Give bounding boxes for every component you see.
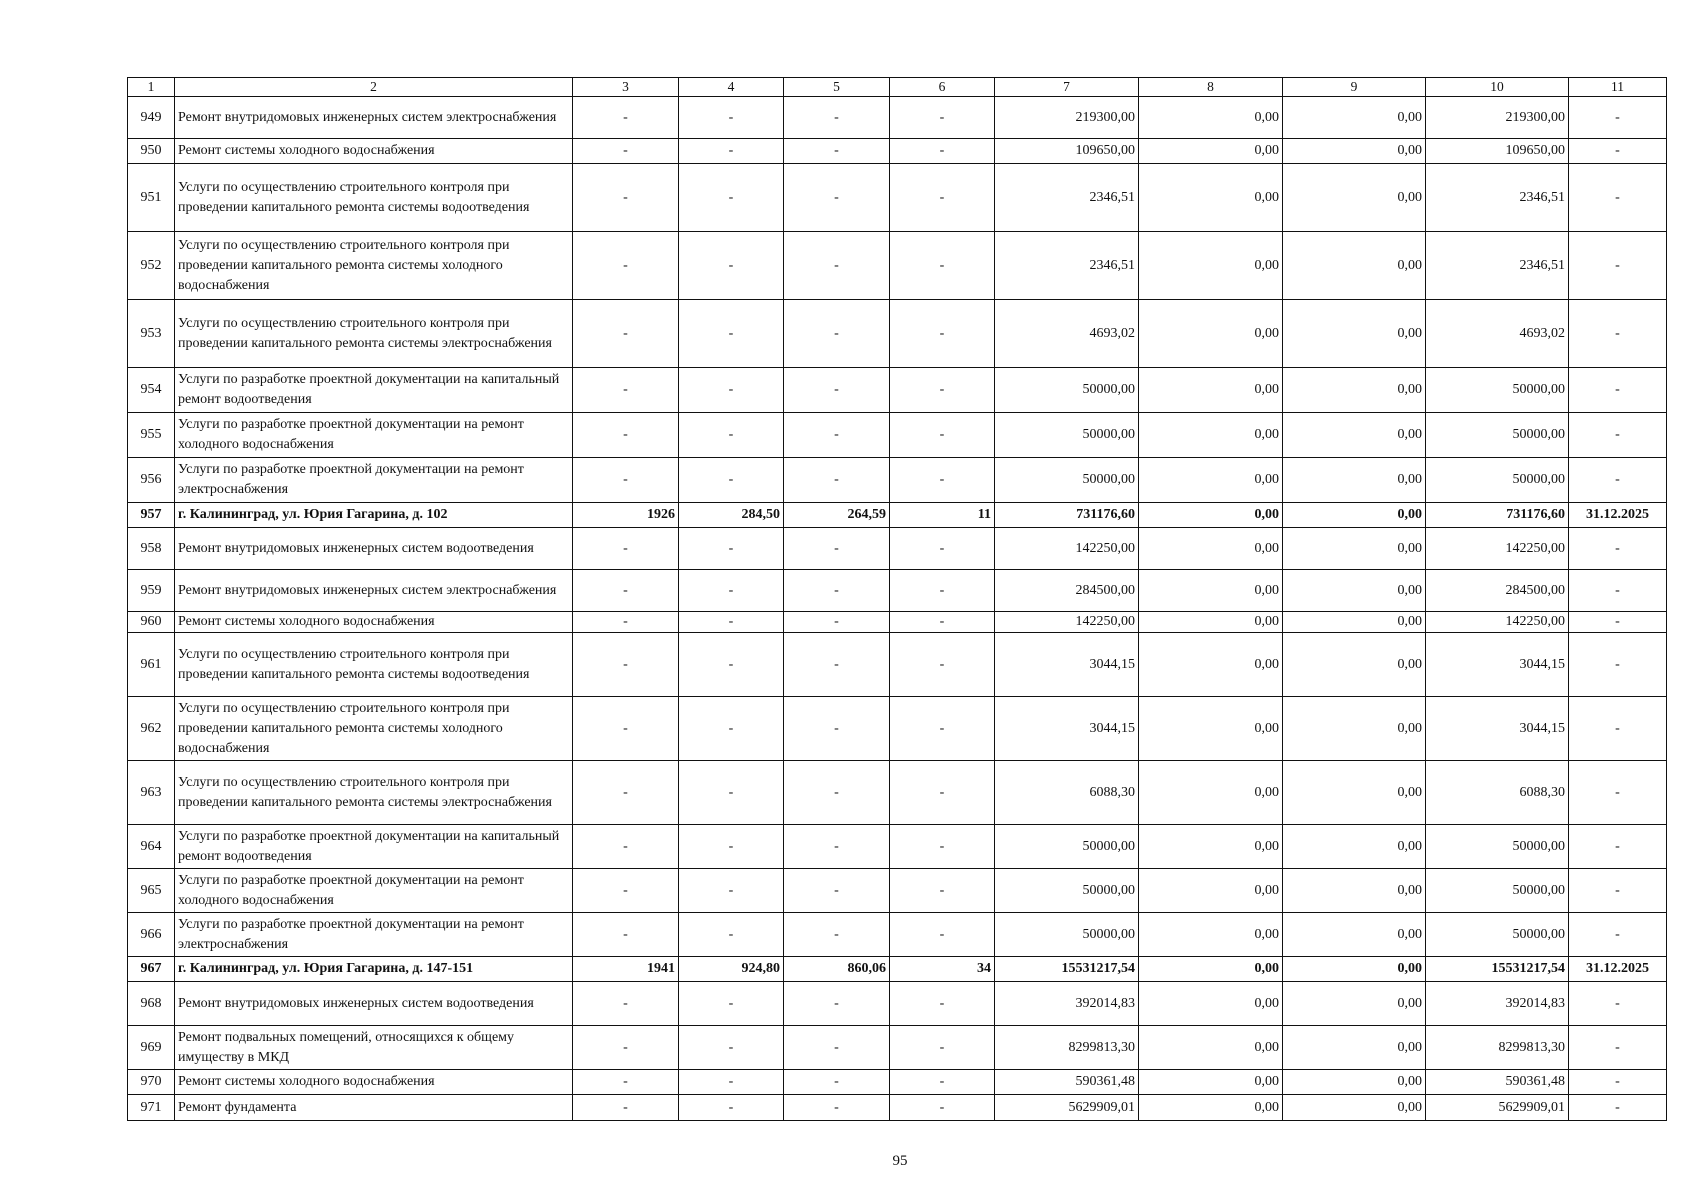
column-8-amount-cell: 0,00 <box>1139 913 1283 957</box>
work-description-cell: Ремонт системы холодного водоснабжения <box>175 139 573 164</box>
table-row <box>128 413 1667 458</box>
work-description-cell: Услуги по разработке проектной документации на капитальный ремонт водоотведения <box>175 368 573 413</box>
column-11-date-cell: - <box>1569 232 1667 300</box>
column-6-cell: 11 <box>890 503 995 528</box>
work-description-cell: Ремонт системы холодного водоснабжения <box>175 1070 573 1095</box>
capital-repair-register-table <box>127 77 1667 1121</box>
column-6-cell: - <box>890 139 995 164</box>
column-10-amount-cell: 8299813,30 <box>1426 1026 1569 1070</box>
column-5-cell: - <box>784 97 890 139</box>
column-header: 11 <box>1569 78 1667 97</box>
column-5-cell: - <box>784 528 890 570</box>
column-7-amount-cell: 590361,48 <box>995 1070 1139 1095</box>
table-row <box>128 300 1667 368</box>
row-number-cell: 958 <box>128 528 175 570</box>
column-11-date-cell: - <box>1569 164 1667 232</box>
column-10-amount-cell: 50000,00 <box>1426 413 1569 458</box>
column-4-cell: - <box>679 1095 784 1121</box>
column-6-cell: - <box>890 825 995 869</box>
column-8-amount-cell: 0,00 <box>1139 1026 1283 1070</box>
work-description-cell: Услуги по осуществлению строительного контроля при проведении капитального ремонта системы холодного водоснабжения <box>175 232 573 300</box>
row-number-cell: 968 <box>128 982 175 1026</box>
column-9-amount-cell: 0,00 <box>1283 458 1426 503</box>
column-7-amount-cell: 142250,00 <box>995 612 1139 633</box>
column-8-amount-cell: 0,00 <box>1139 139 1283 164</box>
column-9-amount-cell: 0,00 <box>1283 957 1426 982</box>
column-5-cell: - <box>784 570 890 612</box>
column-5-cell: - <box>784 1070 890 1095</box>
column-4-cell: - <box>679 633 784 697</box>
column-11-date-cell: - <box>1569 458 1667 503</box>
table-row <box>128 458 1667 503</box>
table-row <box>128 1095 1667 1121</box>
table-row <box>128 164 1667 232</box>
column-7-amount-cell: 6088,30 <box>995 761 1139 825</box>
column-5-cell: - <box>784 164 890 232</box>
column-header: 7 <box>995 78 1139 97</box>
row-number-cell: 961 <box>128 633 175 697</box>
column-5-cell: - <box>784 697 890 761</box>
column-10-amount-cell: 392014,83 <box>1426 982 1569 1026</box>
table-row <box>128 633 1667 697</box>
column-10-amount-cell: 284500,00 <box>1426 570 1569 612</box>
row-number-cell: 960 <box>128 612 175 633</box>
column-5-cell: - <box>784 913 890 957</box>
column-5-cell: - <box>784 232 890 300</box>
column-3-cell: - <box>573 633 679 697</box>
table-row <box>128 139 1667 164</box>
column-10-amount-cell: 2346,51 <box>1426 232 1569 300</box>
column-8-amount-cell: 0,00 <box>1139 869 1283 913</box>
column-8-amount-cell: 0,00 <box>1139 825 1283 869</box>
column-10-amount-cell: 2346,51 <box>1426 164 1569 232</box>
row-number-cell: 957 <box>128 503 175 528</box>
column-9-amount-cell: 0,00 <box>1283 697 1426 761</box>
page-number: 95 <box>892 1153 908 1169</box>
column-6-cell: - <box>890 413 995 458</box>
column-9-amount-cell: 0,00 <box>1283 1095 1426 1121</box>
column-10-amount-cell: 50000,00 <box>1426 913 1569 957</box>
column-11-date-cell: - <box>1569 413 1667 458</box>
row-number-cell: 965 <box>128 869 175 913</box>
column-10-amount-cell: 50000,00 <box>1426 869 1569 913</box>
column-4-cell: - <box>679 164 784 232</box>
column-11-date-cell: - <box>1569 528 1667 570</box>
column-10-amount-cell: 50000,00 <box>1426 825 1569 869</box>
column-header: 6 <box>890 78 995 97</box>
column-9-amount-cell: 0,00 <box>1283 1070 1426 1095</box>
column-9-amount-cell: 0,00 <box>1283 139 1426 164</box>
column-5-cell: - <box>784 413 890 458</box>
column-10-amount-cell: 219300,00 <box>1426 97 1569 139</box>
column-11-date-cell: - <box>1569 1070 1667 1095</box>
column-3-cell: - <box>573 612 679 633</box>
column-3-cell: - <box>573 458 679 503</box>
column-7-amount-cell: 392014,83 <box>995 982 1139 1026</box>
column-10-amount-cell: 50000,00 <box>1426 458 1569 503</box>
column-11-date-cell: - <box>1569 139 1667 164</box>
row-number-cell: 964 <box>128 825 175 869</box>
column-6-cell: - <box>890 97 995 139</box>
column-6-cell: - <box>890 913 995 957</box>
column-8-amount-cell: 0,00 <box>1139 368 1283 413</box>
table-row <box>128 913 1667 957</box>
column-3-cell: - <box>573 570 679 612</box>
column-10-amount-cell: 4693,02 <box>1426 300 1569 368</box>
address-row <box>128 503 1667 528</box>
column-number-header-row <box>128 78 1667 97</box>
column-3-cell: - <box>573 761 679 825</box>
column-3-cell: - <box>573 825 679 869</box>
table-row <box>128 1026 1667 1070</box>
work-description-cell: Услуги по разработке проектной документации на ремонт холодного водоснабжения <box>175 413 573 458</box>
column-header: 9 <box>1283 78 1426 97</box>
column-6-cell: - <box>890 528 995 570</box>
column-11-date-cell: - <box>1569 1095 1667 1121</box>
column-header: 10 <box>1426 78 1569 97</box>
column-3-cell: - <box>573 139 679 164</box>
column-header: 3 <box>573 78 679 97</box>
column-6-cell: - <box>890 869 995 913</box>
row-number-cell: 971 <box>128 1095 175 1121</box>
work-description-cell: Услуги по разработке проектной документации на капитальный ремонт водоотведения <box>175 825 573 869</box>
column-8-amount-cell: 0,00 <box>1139 761 1283 825</box>
column-4-cell: - <box>679 1070 784 1095</box>
table-body <box>128 78 1667 1121</box>
column-3-cell: - <box>573 528 679 570</box>
column-3-cell: - <box>573 697 679 761</box>
row-number-cell: 962 <box>128 697 175 761</box>
row-number-cell: 969 <box>128 1026 175 1070</box>
column-11-date-cell: - <box>1569 612 1667 633</box>
column-7-amount-cell: 142250,00 <box>995 528 1139 570</box>
column-11-date-cell: 31.12.2025 <box>1569 957 1667 982</box>
column-4-cell: - <box>679 612 784 633</box>
column-5-cell: - <box>784 368 890 413</box>
column-7-amount-cell: 2346,51 <box>995 164 1139 232</box>
column-11-date-cell: - <box>1569 825 1667 869</box>
column-3-cell: - <box>573 982 679 1026</box>
column-3-cell: - <box>573 869 679 913</box>
column-7-amount-cell: 284500,00 <box>995 570 1139 612</box>
table-row <box>128 528 1667 570</box>
column-8-amount-cell: 0,00 <box>1139 982 1283 1026</box>
column-3-cell: - <box>573 413 679 458</box>
column-6-cell: - <box>890 570 995 612</box>
column-4-cell: - <box>679 300 784 368</box>
column-8-amount-cell: 0,00 <box>1139 612 1283 633</box>
column-4-cell: - <box>679 139 784 164</box>
address-row <box>128 957 1667 982</box>
column-9-amount-cell: 0,00 <box>1283 1026 1426 1070</box>
column-8-amount-cell: 0,00 <box>1139 458 1283 503</box>
work-description-cell: Ремонт внутридомовых инженерных систем электроснабжения <box>175 570 573 612</box>
column-3-cell: 1941 <box>573 957 679 982</box>
column-10-amount-cell: 3044,15 <box>1426 697 1569 761</box>
column-6-cell: - <box>890 761 995 825</box>
column-10-amount-cell: 109650,00 <box>1426 139 1569 164</box>
column-9-amount-cell: 0,00 <box>1283 413 1426 458</box>
column-6-cell: - <box>890 612 995 633</box>
row-number-cell: 970 <box>128 1070 175 1095</box>
column-4-cell: - <box>679 368 784 413</box>
column-3-cell: - <box>573 1070 679 1095</box>
work-description-cell: Ремонт фундамента <box>175 1095 573 1121</box>
table-row <box>128 368 1667 413</box>
column-7-amount-cell: 50000,00 <box>995 825 1139 869</box>
column-7-amount-cell: 731176,60 <box>995 503 1139 528</box>
work-description-cell: Ремонт внутридомовых инженерных систем водоотведения <box>175 528 573 570</box>
column-3-cell: - <box>573 164 679 232</box>
column-5-cell: - <box>784 1095 890 1121</box>
column-4-cell: - <box>679 570 784 612</box>
column-3-cell: - <box>573 913 679 957</box>
column-6-cell: - <box>890 164 995 232</box>
work-description-cell: г. Калининград, ул. Юрия Гагарина, д. 147-151 <box>175 957 573 982</box>
column-9-amount-cell: 0,00 <box>1283 300 1426 368</box>
column-7-amount-cell: 3044,15 <box>995 633 1139 697</box>
work-description-cell: Услуги по осуществлению строительного контроля при проведении капитального ремонта системы водоотведения <box>175 164 573 232</box>
column-8-amount-cell: 0,00 <box>1139 957 1283 982</box>
column-7-amount-cell: 50000,00 <box>995 869 1139 913</box>
work-description-cell: Услуги по осуществлению строительного контроля при проведении капитального ремонта системы электроснабжения <box>175 300 573 368</box>
column-11-date-cell: - <box>1569 869 1667 913</box>
column-9-amount-cell: 0,00 <box>1283 761 1426 825</box>
column-4-cell: - <box>679 413 784 458</box>
column-10-amount-cell: 3044,15 <box>1426 633 1569 697</box>
work-description-cell: Услуги по осуществлению строительного контроля при проведении капитального ремонта системы электроснабжения <box>175 761 573 825</box>
table-row <box>128 825 1667 869</box>
table-row <box>128 612 1667 633</box>
row-number-cell: 950 <box>128 139 175 164</box>
column-11-date-cell: - <box>1569 1026 1667 1070</box>
column-11-date-cell: - <box>1569 761 1667 825</box>
column-11-date-cell: - <box>1569 913 1667 957</box>
row-number-cell: 954 <box>128 368 175 413</box>
column-10-amount-cell: 142250,00 <box>1426 528 1569 570</box>
column-7-amount-cell: 5629909,01 <box>995 1095 1139 1121</box>
column-9-amount-cell: 0,00 <box>1283 982 1426 1026</box>
column-10-amount-cell: 142250,00 <box>1426 612 1569 633</box>
column-3-cell: - <box>573 97 679 139</box>
column-7-amount-cell: 4693,02 <box>995 300 1139 368</box>
column-5-cell: - <box>784 982 890 1026</box>
column-10-amount-cell: 6088,30 <box>1426 761 1569 825</box>
column-5-cell: - <box>784 612 890 633</box>
column-7-amount-cell: 3044,15 <box>995 697 1139 761</box>
work-description-cell: Услуги по осуществлению строительного контроля при проведении капитального ремонта системы холодного водоснабжения <box>175 697 573 761</box>
column-8-amount-cell: 0,00 <box>1139 232 1283 300</box>
column-4-cell: - <box>679 825 784 869</box>
column-10-amount-cell: 50000,00 <box>1426 368 1569 413</box>
column-6-cell: - <box>890 368 995 413</box>
column-4-cell: - <box>679 97 784 139</box>
column-7-amount-cell: 50000,00 <box>995 913 1139 957</box>
column-7-amount-cell: 109650,00 <box>995 139 1139 164</box>
column-3-cell: - <box>573 1026 679 1070</box>
column-header: 5 <box>784 78 890 97</box>
column-8-amount-cell: 0,00 <box>1139 1095 1283 1121</box>
column-7-amount-cell: 50000,00 <box>995 368 1139 413</box>
column-5-cell: - <box>784 761 890 825</box>
row-number-cell: 953 <box>128 300 175 368</box>
column-5-cell: - <box>784 869 890 913</box>
row-number-cell: 959 <box>128 570 175 612</box>
column-4-cell: - <box>679 982 784 1026</box>
column-7-amount-cell: 50000,00 <box>995 413 1139 458</box>
work-description-cell: Ремонт внутридомовых инженерных систем водоотведения <box>175 982 573 1026</box>
column-9-amount-cell: 0,00 <box>1283 825 1426 869</box>
row-number-cell: 955 <box>128 413 175 458</box>
table-row <box>128 761 1667 825</box>
column-9-amount-cell: 0,00 <box>1283 570 1426 612</box>
column-3-cell: - <box>573 1095 679 1121</box>
column-header: 2 <box>175 78 573 97</box>
column-9-amount-cell: 0,00 <box>1283 869 1426 913</box>
column-6-cell: 34 <box>890 957 995 982</box>
column-3-cell: - <box>573 232 679 300</box>
column-9-amount-cell: 0,00 <box>1283 528 1426 570</box>
table-row <box>128 869 1667 913</box>
column-4-cell: - <box>679 913 784 957</box>
column-9-amount-cell: 0,00 <box>1283 232 1426 300</box>
column-6-cell: - <box>890 633 995 697</box>
column-8-amount-cell: 0,00 <box>1139 164 1283 232</box>
column-4-cell: - <box>679 458 784 503</box>
row-number-cell: 956 <box>128 458 175 503</box>
column-7-amount-cell: 2346,51 <box>995 232 1139 300</box>
column-8-amount-cell: 0,00 <box>1139 633 1283 697</box>
column-10-amount-cell: 731176,60 <box>1426 503 1569 528</box>
work-description-cell: Услуги по осуществлению строительного контроля при проведении капитального ремонта системы водоотведения <box>175 633 573 697</box>
work-description-cell: Услуги по разработке проектной документации на ремонт электроснабжения <box>175 458 573 503</box>
column-4-cell: 284,50 <box>679 503 784 528</box>
table-row <box>128 982 1667 1026</box>
column-10-amount-cell: 590361,48 <box>1426 1070 1569 1095</box>
column-5-cell: - <box>784 458 890 503</box>
work-description-cell: Ремонт подвальных помещений, относящихся к общему имуществу в МКД <box>175 1026 573 1070</box>
column-8-amount-cell: 0,00 <box>1139 413 1283 458</box>
column-4-cell: 924,80 <box>679 957 784 982</box>
work-description-cell: Ремонт внутридомовых инженерных систем электроснабжения <box>175 97 573 139</box>
column-4-cell: - <box>679 232 784 300</box>
table-row <box>128 570 1667 612</box>
column-5-cell: - <box>784 633 890 697</box>
column-4-cell: - <box>679 697 784 761</box>
column-10-amount-cell: 5629909,01 <box>1426 1095 1569 1121</box>
column-9-amount-cell: 0,00 <box>1283 368 1426 413</box>
column-11-date-cell: - <box>1569 300 1667 368</box>
column-9-amount-cell: 0,00 <box>1283 633 1426 697</box>
column-8-amount-cell: 0,00 <box>1139 300 1283 368</box>
column-3-cell: - <box>573 368 679 413</box>
column-5-cell: 264,59 <box>784 503 890 528</box>
column-8-amount-cell: 0,00 <box>1139 1070 1283 1095</box>
column-header: 8 <box>1139 78 1283 97</box>
column-9-amount-cell: 0,00 <box>1283 612 1426 633</box>
column-8-amount-cell: 0,00 <box>1139 697 1283 761</box>
column-header: 1 <box>128 78 175 97</box>
column-11-date-cell: - <box>1569 368 1667 413</box>
column-6-cell: - <box>890 1026 995 1070</box>
column-6-cell: - <box>890 458 995 503</box>
column-9-amount-cell: 0,00 <box>1283 913 1426 957</box>
column-6-cell: - <box>890 697 995 761</box>
work-description-cell: Ремонт системы холодного водоснабжения <box>175 612 573 633</box>
column-4-cell: - <box>679 869 784 913</box>
work-description-cell: Услуги по разработке проектной документации на ремонт электроснабжения <box>175 913 573 957</box>
column-11-date-cell: - <box>1569 982 1667 1026</box>
column-6-cell: - <box>890 1095 995 1121</box>
column-6-cell: - <box>890 232 995 300</box>
column-9-amount-cell: 0,00 <box>1283 97 1426 139</box>
column-5-cell: - <box>784 1026 890 1070</box>
column-10-amount-cell: 15531217,54 <box>1426 957 1569 982</box>
column-9-amount-cell: 0,00 <box>1283 164 1426 232</box>
column-11-date-cell: - <box>1569 570 1667 612</box>
column-8-amount-cell: 0,00 <box>1139 503 1283 528</box>
column-4-cell: - <box>679 761 784 825</box>
column-11-date-cell: 31.12.2025 <box>1569 503 1667 528</box>
column-11-date-cell: - <box>1569 97 1667 139</box>
column-3-cell: 1926 <box>573 503 679 528</box>
column-11-date-cell: - <box>1569 697 1667 761</box>
table-row <box>128 97 1667 139</box>
row-number-cell: 967 <box>128 957 175 982</box>
work-description-cell: Услуги по разработке проектной документации на ремонт холодного водоснабжения <box>175 869 573 913</box>
column-11-date-cell: - <box>1569 633 1667 697</box>
column-7-amount-cell: 219300,00 <box>995 97 1139 139</box>
column-8-amount-cell: 0,00 <box>1139 528 1283 570</box>
column-5-cell: - <box>784 825 890 869</box>
column-3-cell: - <box>573 300 679 368</box>
row-number-cell: 963 <box>128 761 175 825</box>
column-7-amount-cell: 50000,00 <box>995 458 1139 503</box>
row-number-cell: 952 <box>128 232 175 300</box>
work-description-cell: г. Калининград, ул. Юрия Гагарина, д. 102 <box>175 503 573 528</box>
column-9-amount-cell: 0,00 <box>1283 503 1426 528</box>
column-8-amount-cell: 0,00 <box>1139 97 1283 139</box>
table-row <box>128 1070 1667 1095</box>
column-header: 4 <box>679 78 784 97</box>
column-5-cell: 860,06 <box>784 957 890 982</box>
column-5-cell: - <box>784 300 890 368</box>
table-row <box>128 232 1667 300</box>
column-4-cell: - <box>679 1026 784 1070</box>
column-5-cell: - <box>784 139 890 164</box>
column-6-cell: - <box>890 982 995 1026</box>
row-number-cell: 951 <box>128 164 175 232</box>
row-number-cell: 949 <box>128 97 175 139</box>
row-number-cell: 966 <box>128 913 175 957</box>
column-4-cell: - <box>679 528 784 570</box>
column-8-amount-cell: 0,00 <box>1139 570 1283 612</box>
column-6-cell: - <box>890 300 995 368</box>
column-6-cell: - <box>890 1070 995 1095</box>
table-row <box>128 697 1667 761</box>
column-7-amount-cell: 15531217,54 <box>995 957 1139 982</box>
column-7-amount-cell: 8299813,30 <box>995 1026 1139 1070</box>
